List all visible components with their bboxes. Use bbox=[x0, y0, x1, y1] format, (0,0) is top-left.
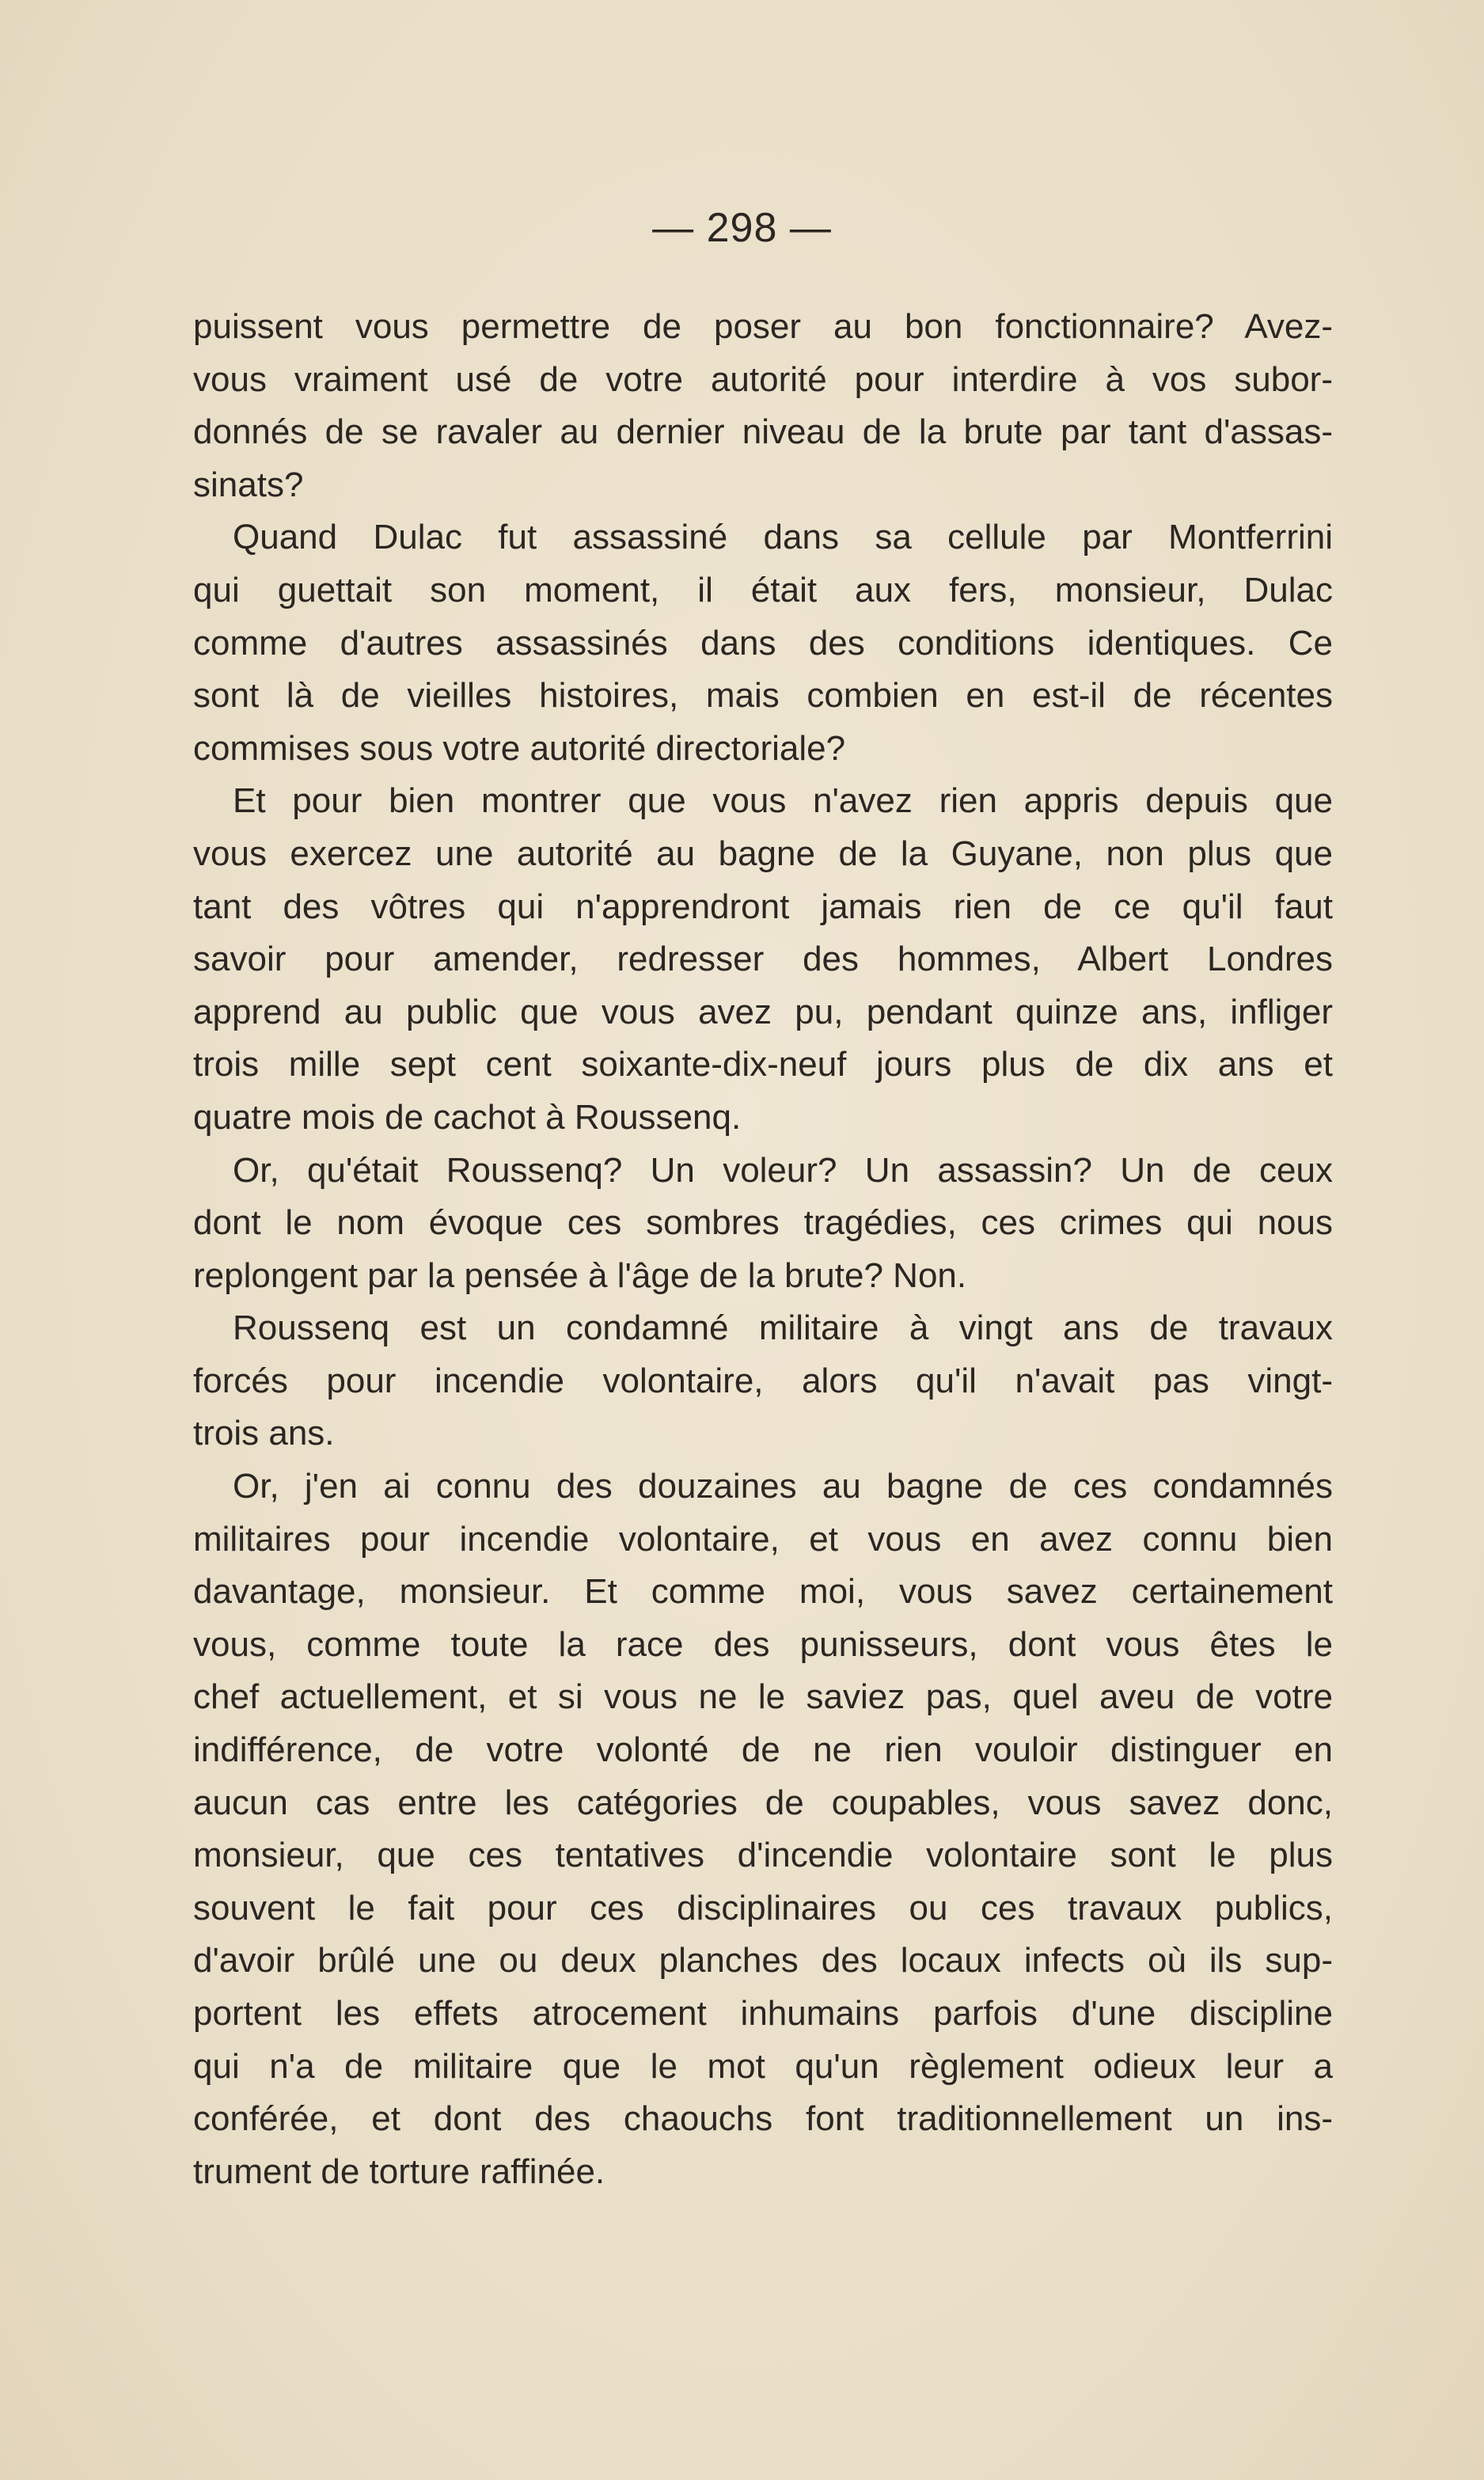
text-line: d'avoir brûlé une ou deux planches des locaux infects où ils sup- bbox=[193, 1941, 1333, 1981]
paragraph bbox=[193, 301, 1333, 511]
text-line: souvent le fait pour ces disciplinaires ou ces travaux publics, bbox=[193, 1888, 1333, 1927]
text-line: chef actuellement, et si vous ne le saviez pas, quel aveu de votre bbox=[193, 1677, 1333, 1717]
text-line: conférée, et dont des chaouchs font traditionnellement un ins- bbox=[193, 2099, 1333, 2139]
text-line: qui n'a de militaire que le mot qu'un règlement odieux leur a bbox=[193, 2046, 1333, 2086]
text-line: savoir pour amender, redresser des hommes, Albert Londres bbox=[193, 940, 1333, 979]
text-line: comme d'autres assassinés dans des conditions identiques. Ce bbox=[193, 623, 1333, 663]
text-line: Roussenq est un condamné militaire à vingt ans de travaux bbox=[233, 1308, 1333, 1348]
paragraph bbox=[193, 1302, 1333, 1460]
text-line: replongent par la pensée à l'âge de la brute? Non. bbox=[193, 1255, 967, 1295]
text-line: vous vraiment usé de votre autorité pour interdire à vos subor- bbox=[193, 359, 1333, 399]
text-line: trument de torture raffinée. bbox=[193, 2151, 605, 2191]
paragraph bbox=[193, 1145, 1333, 1303]
text-line: tant des vôtres qui n'apprendront jamais rien de ce qu'il faut bbox=[193, 887, 1333, 926]
text-line: Quand Dulac fut assassiné dans sa cellule par Montferrini bbox=[233, 518, 1333, 557]
text-line: dont le nom évoque ces sombres tragédies, ces crimes qui nous bbox=[193, 1203, 1333, 1243]
text-line: forcés pour incendie volontaire, alors qu'il n'avait pas vingt- bbox=[193, 1361, 1333, 1400]
text-line: puissent vous permettre de poser au bon fonctionnaire? Avez- bbox=[193, 307, 1333, 346]
paragraph bbox=[193, 1460, 1333, 2198]
text-line: indifférence, de votre volonté de ne rien vouloir distinguer en bbox=[193, 1730, 1333, 1770]
page-body-text bbox=[193, 301, 1333, 2198]
text-line: sont là de vieilles histoires, mais combien en est-il de récentes bbox=[193, 676, 1333, 716]
text-line: Et pour bien montrer que vous n'avez rien appris depuis que bbox=[233, 781, 1333, 821]
text-line: davantage, monsieur. Et comme moi, vous savez certainement bbox=[193, 1572, 1333, 1612]
text-line: portent les effets atrocement inhumains parfois d'une discipline bbox=[193, 1994, 1333, 2033]
text-line: aucun cas entre les catégories de coupables, vous savez donc, bbox=[193, 1783, 1333, 1822]
text-line: vous, comme toute la race des punisseurs, dont vous êtes le bbox=[193, 1624, 1333, 1664]
text-line: Or, qu'était Roussenq? Un voleur? Un assassin? Un de ceux bbox=[233, 1150, 1333, 1190]
page-number: — 298 — bbox=[652, 205, 832, 251]
text-line: sinats? bbox=[193, 465, 304, 504]
text-line: trois mille sept cent soixante-dix-neuf jours plus de dix ans et bbox=[193, 1045, 1333, 1084]
text-line: apprend au public que vous avez pu, pendant quinze ans, infliger bbox=[193, 992, 1333, 1031]
text-line: trois ans. bbox=[193, 1414, 335, 1453]
text-line: militaires pour incendie volontaire, et vous en avez connu bien bbox=[193, 1519, 1333, 1559]
text-line: Or, j'en ai connu des douzaines au bagne de ces condamnés bbox=[233, 1467, 1333, 1506]
text-line: quatre mois de cachot à Roussenq. bbox=[193, 1097, 742, 1137]
paragraph bbox=[193, 775, 1333, 1144]
text-line: qui guettait son moment, il était aux fers, monsieur, Dulac bbox=[193, 570, 1333, 610]
paragraph bbox=[193, 511, 1333, 775]
text-line: vous exercez une autorité au bagne de la Guyane, non plus que bbox=[193, 834, 1333, 873]
text-line: donnés de se ravaler au dernier niveau de la brute par tant d'assas- bbox=[193, 412, 1333, 452]
text-line: monsieur, que ces tentatives d'incendie volontaire sont le plus bbox=[193, 1836, 1333, 1875]
text-line: commises sous votre autorité directoriale? bbox=[193, 728, 846, 768]
